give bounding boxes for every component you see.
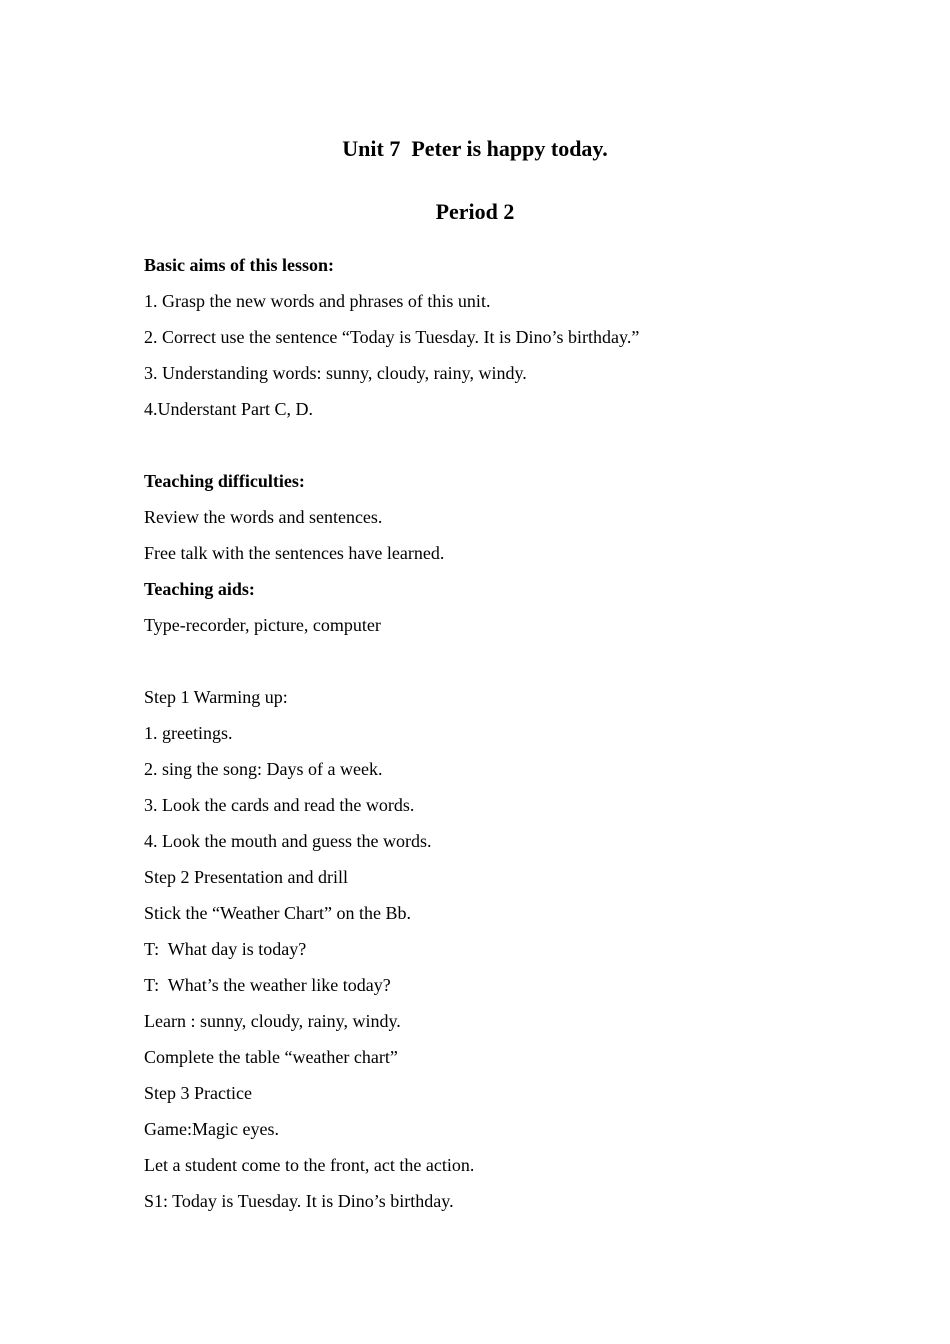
step-line: Learn : sunny, cloudy, rainy, windy.	[144, 1011, 401, 1031]
aims-heading: Basic aims of this lesson:	[144, 255, 335, 275]
period-heading: Period 2	[435, 199, 515, 224]
aims-item: 3. Understanding words: sunny, cloudy, rainy, windy.	[144, 363, 527, 383]
step-line: Let a student come to the front, act the action.	[144, 1155, 475, 1175]
step-line: 1. greetings.	[144, 723, 233, 743]
difficulties-item: Review the words and sentences.	[144, 507, 383, 527]
aims-item: 1. Grasp the new words and phrases of this unit.	[144, 291, 491, 311]
step-heading: Step 2 Presentation and drill	[144, 867, 348, 887]
aims-item: 2. Correct use the sentence “Today is Tuesday. It is Dino’s birthday.”	[144, 327, 640, 347]
step-heading: Step 1 Warming up:	[144, 687, 288, 707]
aims-item: 4.Understant Part C, D.	[144, 399, 313, 419]
step-line: Stick the “Weather Chart” on the Bb.	[144, 903, 411, 923]
aids-item: Type-recorder, picture, computer	[144, 615, 381, 635]
step-line: 2. sing the song: Days of a week.	[144, 759, 383, 779]
step-line: T: What day is today?	[144, 939, 307, 959]
step-line: Complete the table “weather chart”	[144, 1047, 398, 1067]
step-heading: Step 3 Practice	[144, 1083, 252, 1103]
step-line: S1: Today is Tuesday. It is Dino’s birthday.	[144, 1191, 454, 1211]
step-line: 4. Look the mouth and guess the words.	[144, 831, 432, 851]
difficulties-heading: Teaching difficulties:	[144, 471, 305, 491]
document-title: Unit 7 Peter is happy today.	[342, 136, 608, 161]
step-line: Game:Magic eyes.	[144, 1119, 279, 1139]
aids-heading: Teaching aids:	[144, 579, 255, 599]
step-line: 3. Look the cards and read the words.	[144, 795, 415, 815]
difficulties-item: Free talk with the sentences have learned.	[144, 543, 445, 563]
step-line: T: What’s the weather like today?	[144, 975, 391, 995]
